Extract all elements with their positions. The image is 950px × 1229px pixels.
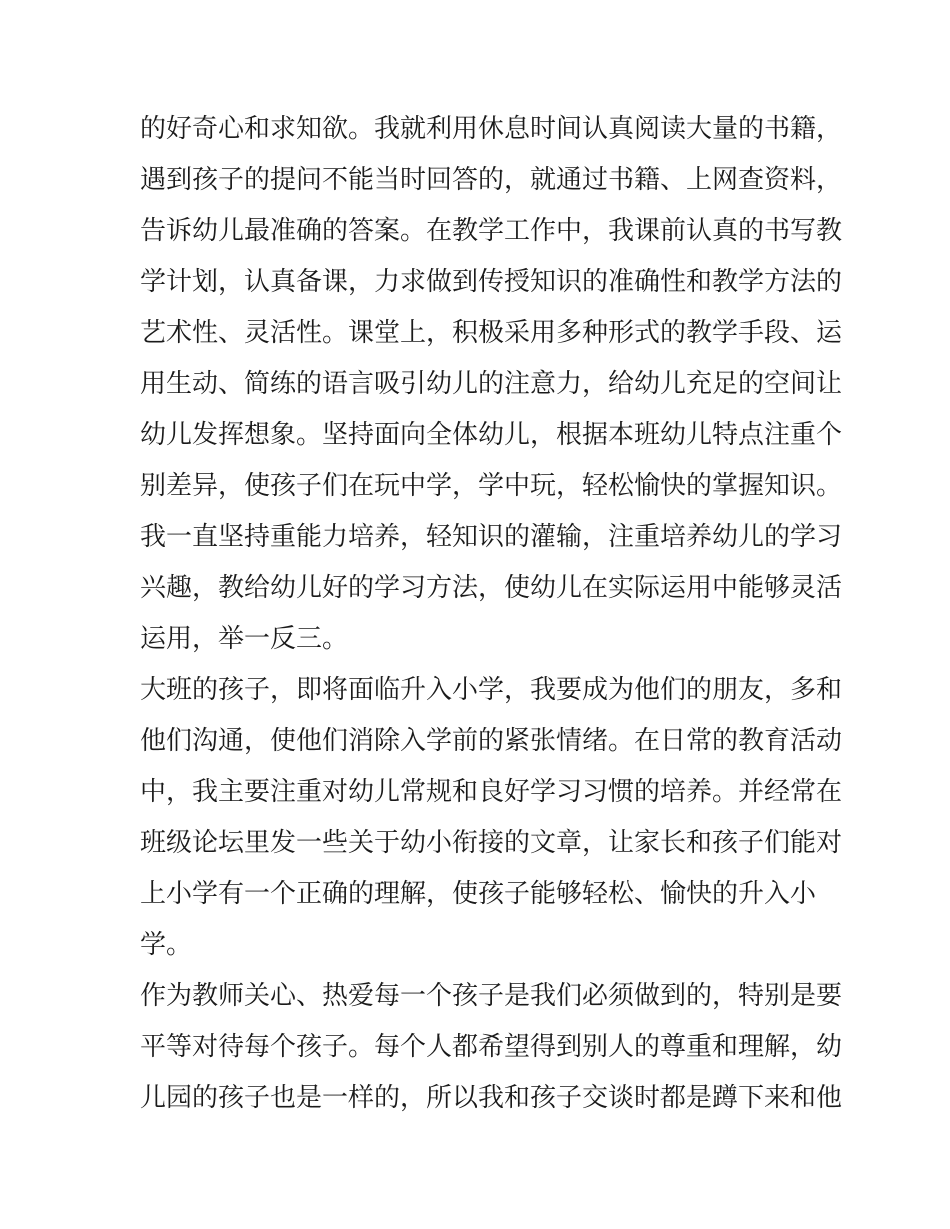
text-line: 运用，举一反三。 (140, 624, 349, 654)
body-text (140, 104, 843, 1124)
text-line: 平等对待每个孩子。每个人都希望得到别人的尊重和理解，幼 (140, 1032, 843, 1062)
text-line: 学。 (140, 930, 193, 960)
text-line: 遇到孩子的提问不能当时回答的，就通过书籍、上网查资料， (140, 165, 843, 195)
text-line: 别差异，使孩子们在玩中学，学中玩，轻松愉快的掌握知识。 (140, 471, 843, 501)
text-line: 用生动、简练的语言吸引幼儿的注意力，给幼儿充足的空间让 (140, 369, 843, 399)
text-line: 艺术性、灵活性。课堂上，积极采用多种形式的教学手段、运 (140, 318, 843, 348)
text-line: 学计划，认真备课，力求做到传授知识的准确性和教学方法的 (140, 267, 843, 297)
text-line: 班级论坛里发一些关于幼小衔接的文章，让家长和孩子们能对 (140, 828, 843, 858)
text-line: 大班的孩子，即将面临升入小学，我要成为他们的朋友，多和 (140, 675, 843, 705)
text-line: 中，我主要注重对幼儿常规和良好学习习惯的培养。并经常在 (140, 777, 843, 807)
text-line: 幼儿发挥想象。坚持面向全体幼儿，根据本班幼儿特点注重个 (140, 420, 843, 450)
text-line: 他们沟通，使他们消除入学前的紧张情绪。在日常的教育活动 (140, 726, 843, 756)
text-line: 告诉幼儿最准确的答案。在教学工作中，我课前认真的书写教 (140, 216, 843, 246)
text-line: 作为教师关心、热爱每一个孩子是我们必须做到的，特别是要 (140, 981, 843, 1011)
text-line: 上小学有一个正确的理解，使孩子能够轻松、愉快的升入小 (140, 879, 817, 909)
text-line: 儿园的孩子也是一样的，所以我和孩子交谈时都是蹲下来和他 (140, 1083, 843, 1113)
text-line: 兴趣，教给幼儿好的学习方法，使幼儿在实际运用中能够灵活 (140, 573, 843, 603)
text-line: 的好奇心和求知欲。我就利用休息时间认真阅读大量的书籍， (140, 114, 843, 144)
text-line: 我一直坚持重能力培养，轻知识的灌输，注重培养幼儿的学习 (140, 522, 843, 552)
